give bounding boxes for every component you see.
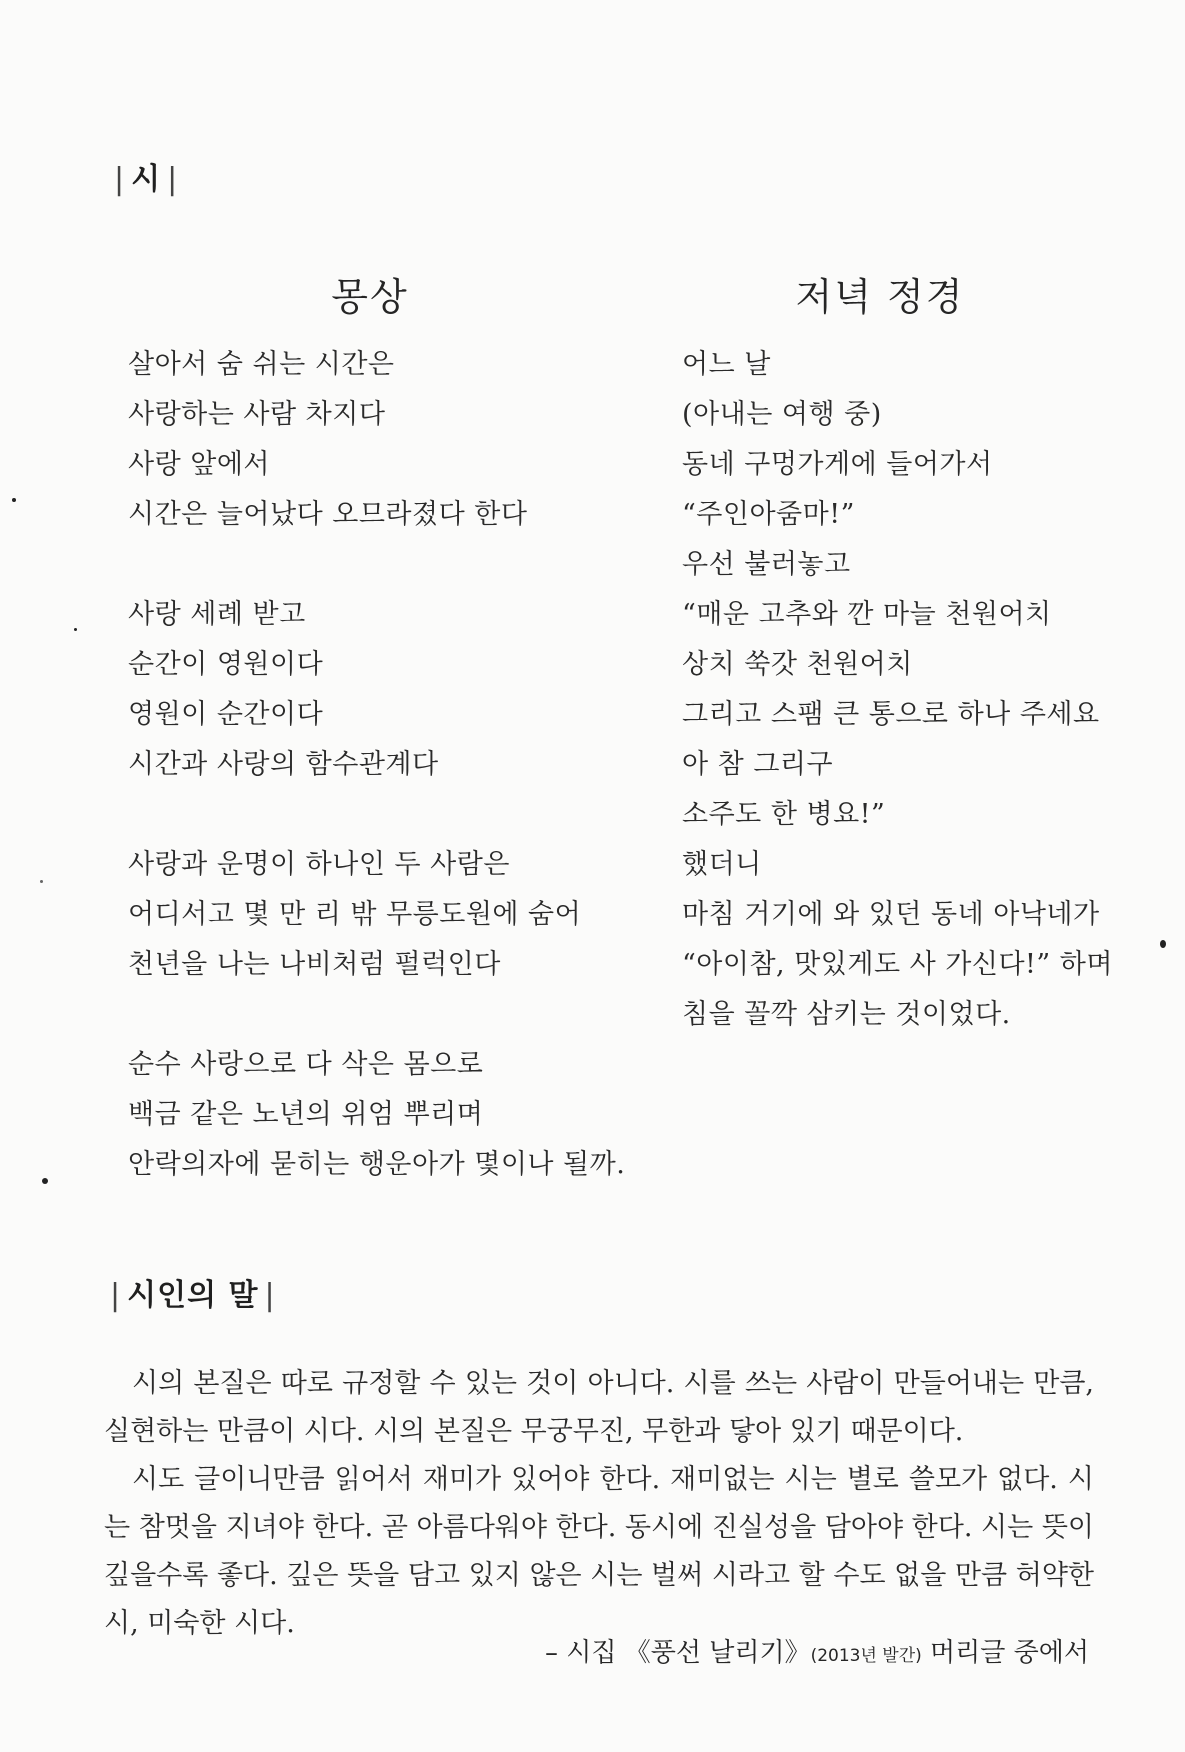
source-prefix: – 시집 《풍선 날리기》	[544, 1638, 811, 1668]
poem-line: 사랑과 운명이 하나인 두 사람은	[128, 849, 510, 880]
scan-speck	[1160, 940, 1166, 948]
poet-words-paragraph: 시의 본질은 따로 규정할 수 있는 것이 아니다. 시를 쓰는 사람이 만들어내는 만큼, 실현하는 만큼이 시다. 시의 본질은 무궁무진, 무한과 닿아 있기 때문이다.	[104, 1368, 1094, 1447]
source-citation	[545, 1632, 1089, 1669]
poem-line: “주인아줌마!”	[682, 499, 855, 530]
poem-stanza	[128, 590, 625, 790]
poem-line: 백금 같은 노년의 위엄 뿌리며	[128, 1099, 484, 1130]
poem-title-evening-scene: 저녁 정경	[795, 275, 965, 319]
heading-bar-right: |	[167, 162, 179, 197]
section-heading-poem	[108, 154, 184, 198]
poem-line: 순수 사랑으로 다 삭은 몸으로	[128, 1049, 484, 1080]
scan-speck	[12, 498, 16, 502]
poem-mongsang	[128, 340, 625, 1240]
poem-title-mongsang: 몽상	[331, 275, 409, 319]
poem-line: 어느 날	[682, 349, 771, 380]
poem-evening-scene	[682, 340, 1113, 1040]
poem-line: 시간과 사랑의 함수관계다	[128, 749, 439, 780]
poem-line: 아 참 그리구	[682, 749, 834, 780]
poem-line: 영원이 순간이다	[128, 699, 324, 730]
poem-line: 했더니	[682, 849, 762, 880]
heading-bar-left: |	[110, 1278, 122, 1313]
poet-words-body	[104, 1360, 1094, 1648]
poem-line: “매운 고추와 깐 마늘 천원어치	[682, 599, 1052, 630]
poem-line: 사랑 세례 받고	[128, 599, 306, 630]
poem-line: (아내는 여행 중)	[682, 399, 882, 430]
heading-bar-left: |	[114, 162, 126, 197]
poem-line: 어디서고 몇 만 리 밖 무릉도원에 숨어	[128, 899, 582, 930]
section-heading-label: 시	[131, 162, 162, 197]
heading-bar-right: |	[264, 1278, 276, 1313]
poem-line: “아이참, 맛있게도 사 가신다!” 하며	[682, 949, 1113, 980]
poem-line: 상치 쑥갓 천원어치	[682, 649, 913, 680]
poem-line: 살아서 숨 쉬는 시간은	[128, 349, 395, 380]
poem-line: 우선 불러놓고	[682, 549, 851, 580]
scan-speck	[74, 628, 77, 631]
poem-line: 그리고 스팸 큰 통으로 하나 주세요	[682, 699, 1100, 730]
scan-speck	[40, 880, 43, 883]
poem-line: 사랑하는 사람 차지다	[128, 399, 386, 430]
source-suffix: 머리글 중에서	[921, 1638, 1089, 1668]
source-year: (2013년 발간)	[810, 1646, 922, 1666]
poem-stanza	[128, 340, 625, 540]
poem-line: 마침 거기에 와 있던 동네 아낙네가	[682, 899, 1100, 930]
poem-line: 침을 꼴깍 삼키는 것이었다.	[682, 999, 1011, 1030]
poem-line: 사랑 앞에서	[128, 449, 270, 480]
poem-line: 시간은 늘어났다 오므라졌다 한다	[128, 499, 528, 530]
poem-stanza	[128, 1040, 625, 1190]
section-heading-label: 시인의 말	[127, 1278, 259, 1313]
poem-line: 천년을 나는 나비처럼 펄럭인다	[128, 949, 501, 980]
poem-line: 소주도 한 병요!”	[682, 799, 886, 830]
poem-line: 안락의자에 묻히는 행운아가 몇이나 될까.	[128, 1149, 626, 1180]
poet-words-paragraph: 시도 글이니만큼 읽어서 재미가 있어야 한다. 재미없는 시는 별로 쓸모가 없다. 시는 참멋을 지녀야 한다. 곧 아름다워야 한다. 동시에 진실성을 담아야 한다. 시는 뜻이 깊을수록 좋다. 깊은 뜻을 담고 있지 않은 시는 벌써 시라고 할 수도 없을 만큼 허약한 시, 미숙한 시다.	[104, 1464, 1094, 1639]
poem-line: 순간이 영원이다	[128, 649, 324, 680]
scan-speck	[42, 1178, 48, 1184]
section-heading-poet-words	[104, 1270, 282, 1314]
poem-line: 동네 구멍가게에 들어가서	[682, 449, 993, 480]
poem-stanza	[128, 840, 625, 990]
